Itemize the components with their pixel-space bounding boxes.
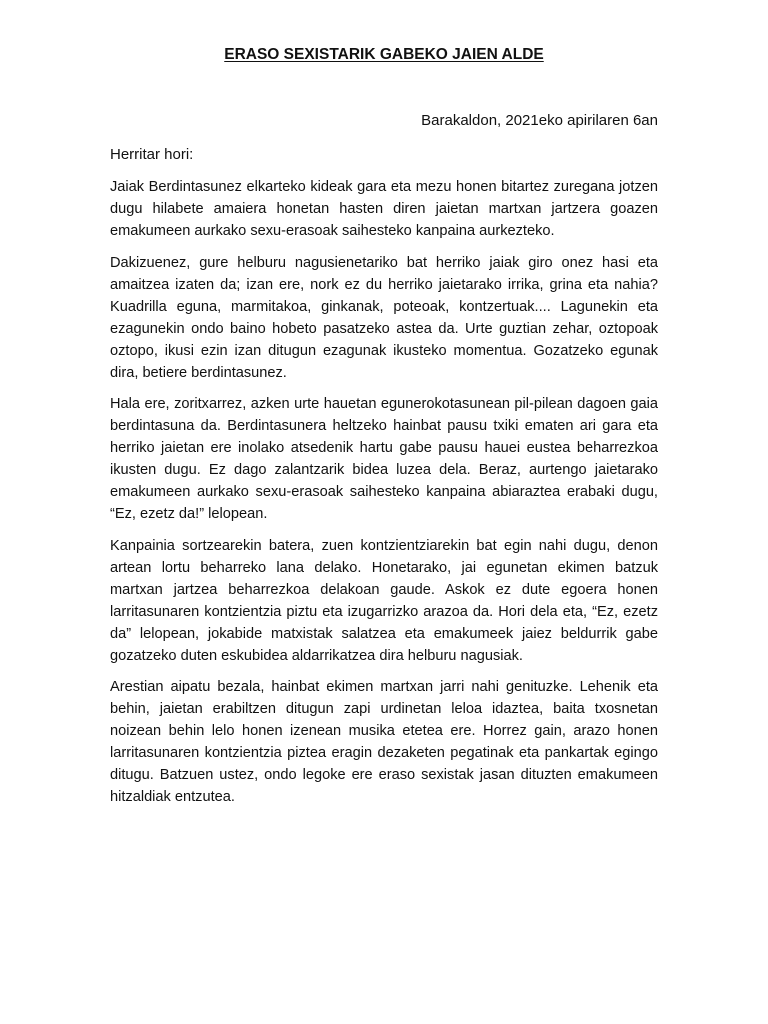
letter-body bbox=[110, 176, 658, 818]
paragraph-1: Jaiak Berdintasunez elkarteko kideak gara eta mezu honen bitartez zuregana jotzen dugu hilabete amaiera honetan hasten diren jaietan martxan jartzera goazen emakumeen aurkako sexu-erasoak saihesteko kanpaina aurkezteko. bbox=[110, 179, 658, 239]
greeting: Herritar hori: bbox=[110, 146, 194, 163]
paragraph-5: Arestian aipatu bezala, hainbat ekimen martxan jarri nahi genituzke. Lehenik eta behin, jaietan erabiltzen ditugun zapi urdinetan leloa idaztea, baita txosnetan noizean behin lelo honen izenean musika etetea ere. Horrez gain, arazo honen larritasunaren kontzientzia piztea eragin dezaketen pegatinak eta pankartak egingo ditugu. Batzuen ustez, ondo legoke ere eraso sexistak jasan dituzten emakumeen hitzaldiak entzutea. bbox=[110, 679, 658, 805]
date-line: Barakaldon, 2021eko apirilaren 6an bbox=[421, 112, 658, 129]
paragraph-3: Hala ere, zoritxarrez, azken urte hauetan egunerokotasunean pil-pilean dagoen gaia berdintasuna da. Berdintasunera heltzeko hainbat pausu txiki ematen ari gara eta herriko jaietan ere inolako atsedenik hartu gabe pausu hauei eustea beharrezkoa ikusten dugu. Ez dago zalantzarik bidea luzea dela. Beraz, aurtengo jaietarako emakumeen aurkako sexu-erasoak saihesteko kanpaina abiaraztea erabaki dugu, “Ez, ezetz da!” lelopean. bbox=[110, 396, 658, 522]
document-title: ERASO SEXISTARIK GABEKO JAIEN ALDE bbox=[224, 46, 544, 63]
paragraph-2: Dakizuenez, gure helburu nagusienetariko bat herriko jaiak giro onez hasi eta amaitzea izaten da; izan ere, nork ez du herriko jaietarako irrika, grina eta nahia? Kuadrilla eguna, marmitakoa, ginkanak, poteoak, kontzertuak.... Lagunekin eta ezagunekin ondo baino hobeto pasatzeko astea da. Urte guztian zehar, oztopoak oztopo, ikusi ezin izan ditugun ezagunak ikusteko momentua. Gozatzeko egunak dira, betiere berdintasunez. bbox=[110, 254, 658, 381]
paragraph-4: Kanpainia sortzearekin batera, zuen kontzientziarekin bat egin nahi dugu, denon artean lortu beharreko lana delako. Honetarako, jai egunetan ekimen batzuk martxan jartzea beharrezkoa delakoan gaude. Askok ez dute egoera honen larritasunaren kontzientzia piztu eta izugarrizko arazoa da. Hori dela eta, “Ez, ezetz da” lelopean, jokabide matxistak salatzea eta emakumeek jaiez beldurrik gabe gozatzeko duten eskubidea aldarrikatzea dira helburu nagusiak. bbox=[110, 537, 658, 664]
document-page bbox=[110, 0, 658, 1024]
